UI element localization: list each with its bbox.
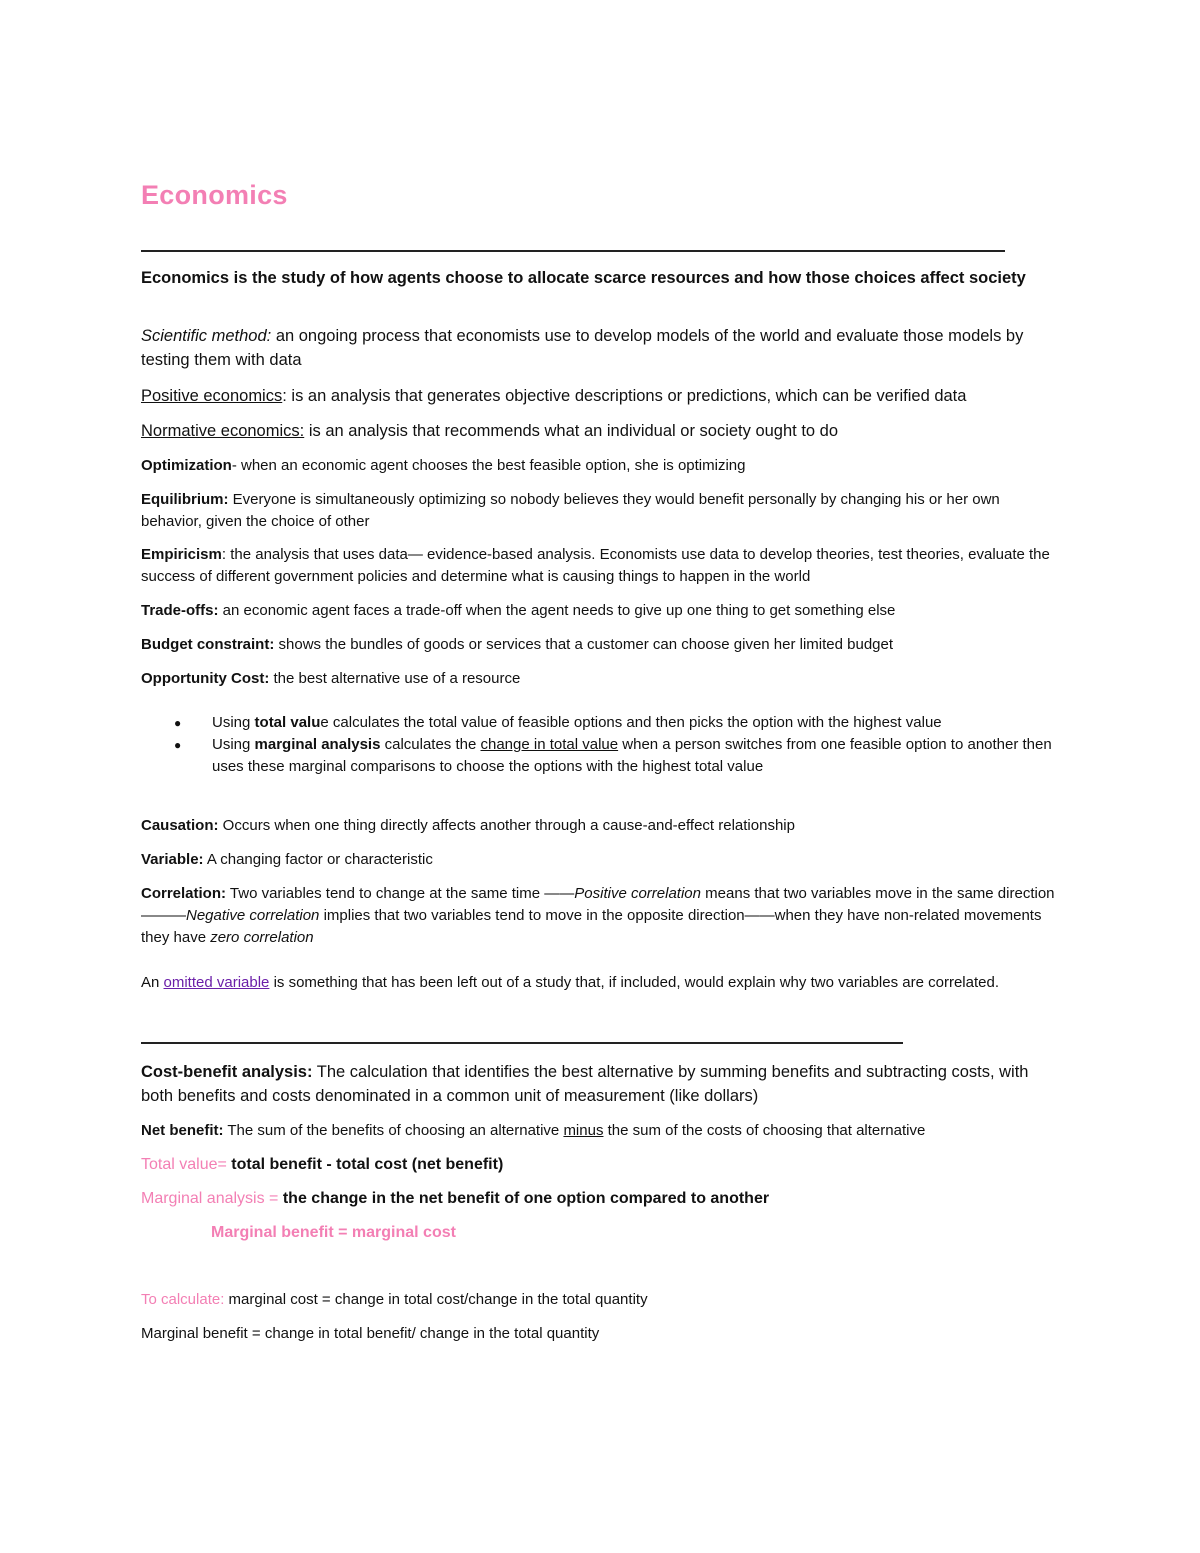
positive-correlation-term: Positive correlation xyxy=(574,885,701,902)
scientific-method-text: an ongoing process that economists use to develop models of the world and evaluate those models by testing them with data xyxy=(141,327,1024,369)
causation-text: Occurs when one thing directly affects another through a cause-and-effect relationship xyxy=(218,817,795,834)
omitted-variable-link[interactable]: omitted variable xyxy=(163,974,270,991)
marginal-benefit-text: Marginal benefit = change in total benefit/ change in the total quantity xyxy=(141,1325,600,1342)
variable-text: A changing factor or characteristic xyxy=(203,851,433,868)
positive-economics-term: Positive economics xyxy=(141,387,283,405)
omitted-text: An xyxy=(141,974,164,991)
to-calculate-paragraph xyxy=(141,1289,1061,1311)
empiricism-paragraph xyxy=(141,544,1061,588)
bullet-text: Using xyxy=(212,714,255,731)
horizontal-rule xyxy=(141,250,1005,252)
budget-constraint-term: Budget constraint: xyxy=(141,636,275,653)
optimization-term: Optimization xyxy=(141,457,232,474)
net-benefit-underline: minus xyxy=(563,1122,604,1139)
total-value-text: total benefit - total cost (net benefit) xyxy=(226,1156,504,1173)
marginal-benefit-formula xyxy=(141,1323,1061,1345)
tradeoffs-paragraph xyxy=(141,600,1061,622)
to-calculate-text: marginal cost = change in total cost/change in the total quantity xyxy=(224,1291,648,1308)
causation-paragraph xyxy=(141,815,1061,837)
correlation-paragraph xyxy=(141,883,1061,949)
tradeoffs-text: an economic agent faces a trade-off when the agent needs to give up one thing to get something else xyxy=(218,602,896,619)
empiricism-term: Empiricism xyxy=(141,546,222,563)
optimization-text: - when an economic agent chooses the best feasible option, she is optimizing xyxy=(231,457,746,474)
variable-term: Variable: xyxy=(141,851,204,868)
bullet-icon: ● xyxy=(174,716,182,730)
page-title: Economics xyxy=(141,180,288,210)
bullet-underline: change in total value xyxy=(480,736,619,753)
variable-paragraph xyxy=(141,849,1061,871)
causation-term: Causation: xyxy=(141,817,219,834)
tradeoffs-term: Trade-offs: xyxy=(141,602,219,619)
bullet-list xyxy=(141,712,1061,778)
empiricism-text: : the analysis that uses data— evidence-based analysis. Economists use data to develop theories, test theories, evaluate the success of different government policies and determine what is causing things to happen in the world xyxy=(141,546,1050,585)
marginal-equality-paragraph xyxy=(211,1221,1131,1244)
scientific-method-paragraph xyxy=(141,324,1061,372)
correlation-term: Correlation: xyxy=(141,885,227,902)
net-benefit-text: The sum of the benefits of choosing an alternative xyxy=(223,1122,564,1139)
negative-correlation-term: Negative correlation xyxy=(186,907,320,924)
normative-economics-paragraph xyxy=(141,419,1061,443)
total-value-label: Total value= xyxy=(141,1156,227,1173)
bullet-icon: ● xyxy=(174,738,182,752)
omitted-text: is something that has been left out of a study that, if included, would explain why two variables are correlated. xyxy=(269,974,999,991)
to-calculate-label: To calculate: xyxy=(141,1291,225,1308)
marginal-analysis-text: the change in the net benefit of one option compared to another xyxy=(282,1190,770,1207)
bullet-text: Using xyxy=(212,736,255,753)
optimization-paragraph xyxy=(141,455,1061,477)
equilibrium-term: Equilibrium: xyxy=(141,491,229,508)
zero-correlation-term: zero correlation xyxy=(210,929,314,946)
intro-text: Economics is the study of how agents choose to allocate scarce resources and how those choices affect society xyxy=(141,269,1026,287)
intro-paragraph xyxy=(141,266,1061,290)
marginal-analysis-label: Marginal analysis = xyxy=(141,1190,283,1207)
opportunity-cost-term: Opportunity Cost: xyxy=(141,670,270,687)
correlation-text: Two variables tend to change at the same time —— xyxy=(226,885,575,902)
total-value-paragraph xyxy=(141,1153,1061,1176)
scientific-method-term: Scientific method: xyxy=(141,327,272,345)
equilibrium-text: Everyone is simultaneously optimizing so nobody believes they would benefit personally by changing his or her own behavior, given the choice of other xyxy=(141,491,1000,530)
bullet-text: when a person switches from one feasible option to another then uses these marginal comparisons to choose the options with the highest total value xyxy=(212,736,1052,775)
bullet-bold: marginal analysis xyxy=(254,736,381,753)
positive-economics-text: : is an analysis that generates objective descriptions or predictions, which can be verified data xyxy=(282,387,967,405)
list-item xyxy=(141,734,1061,778)
correlation-text: means that two variables move in the same direction——— xyxy=(141,885,1055,924)
opportunity-cost-paragraph xyxy=(141,668,1061,690)
equilibrium-paragraph xyxy=(141,489,1061,533)
omitted-variable-paragraph xyxy=(141,972,1061,994)
normative-economics-text: is an analysis that recommends what an individual or society ought to do xyxy=(304,422,839,440)
marginal-equality-text: Marginal benefit = marginal cost xyxy=(211,1224,456,1241)
bullet-text: calculates the xyxy=(380,736,481,753)
list-item xyxy=(141,712,1061,734)
cost-benefit-text: The calculation that identifies the best alternative by summing benefits and subtracting costs, with both benefits and costs denominated in a common unit of measurement (like dollars) xyxy=(141,1063,1029,1105)
bullet-text: e calculates the total value of feasible options and then picks the option with the highest value xyxy=(320,714,942,731)
budget-constraint-paragraph xyxy=(141,634,1061,656)
net-benefit-term: Net benefit: xyxy=(141,1122,224,1139)
bullet-bold: total valu xyxy=(254,714,321,731)
horizontal-rule xyxy=(141,1042,903,1044)
net-benefit-paragraph xyxy=(141,1120,1061,1142)
opportunity-cost-text: the best alternative use of a resource xyxy=(269,670,521,687)
budget-constraint-text: shows the bundles of goods or services that a customer can choose given her limited budget xyxy=(274,636,894,653)
normative-economics-term: Normative economics: xyxy=(141,422,305,440)
cost-benefit-term: Cost-benefit analysis: xyxy=(141,1063,313,1081)
correlation-text: implies that two variables tend to move in the opposite direction——when they have non-related movements they have xyxy=(141,907,1042,946)
cost-benefit-paragraph xyxy=(141,1060,1061,1108)
net-benefit-text: the sum of the costs of choosing that alternative xyxy=(603,1122,926,1139)
marginal-analysis-paragraph xyxy=(141,1187,1061,1210)
positive-economics-paragraph xyxy=(141,384,1061,408)
